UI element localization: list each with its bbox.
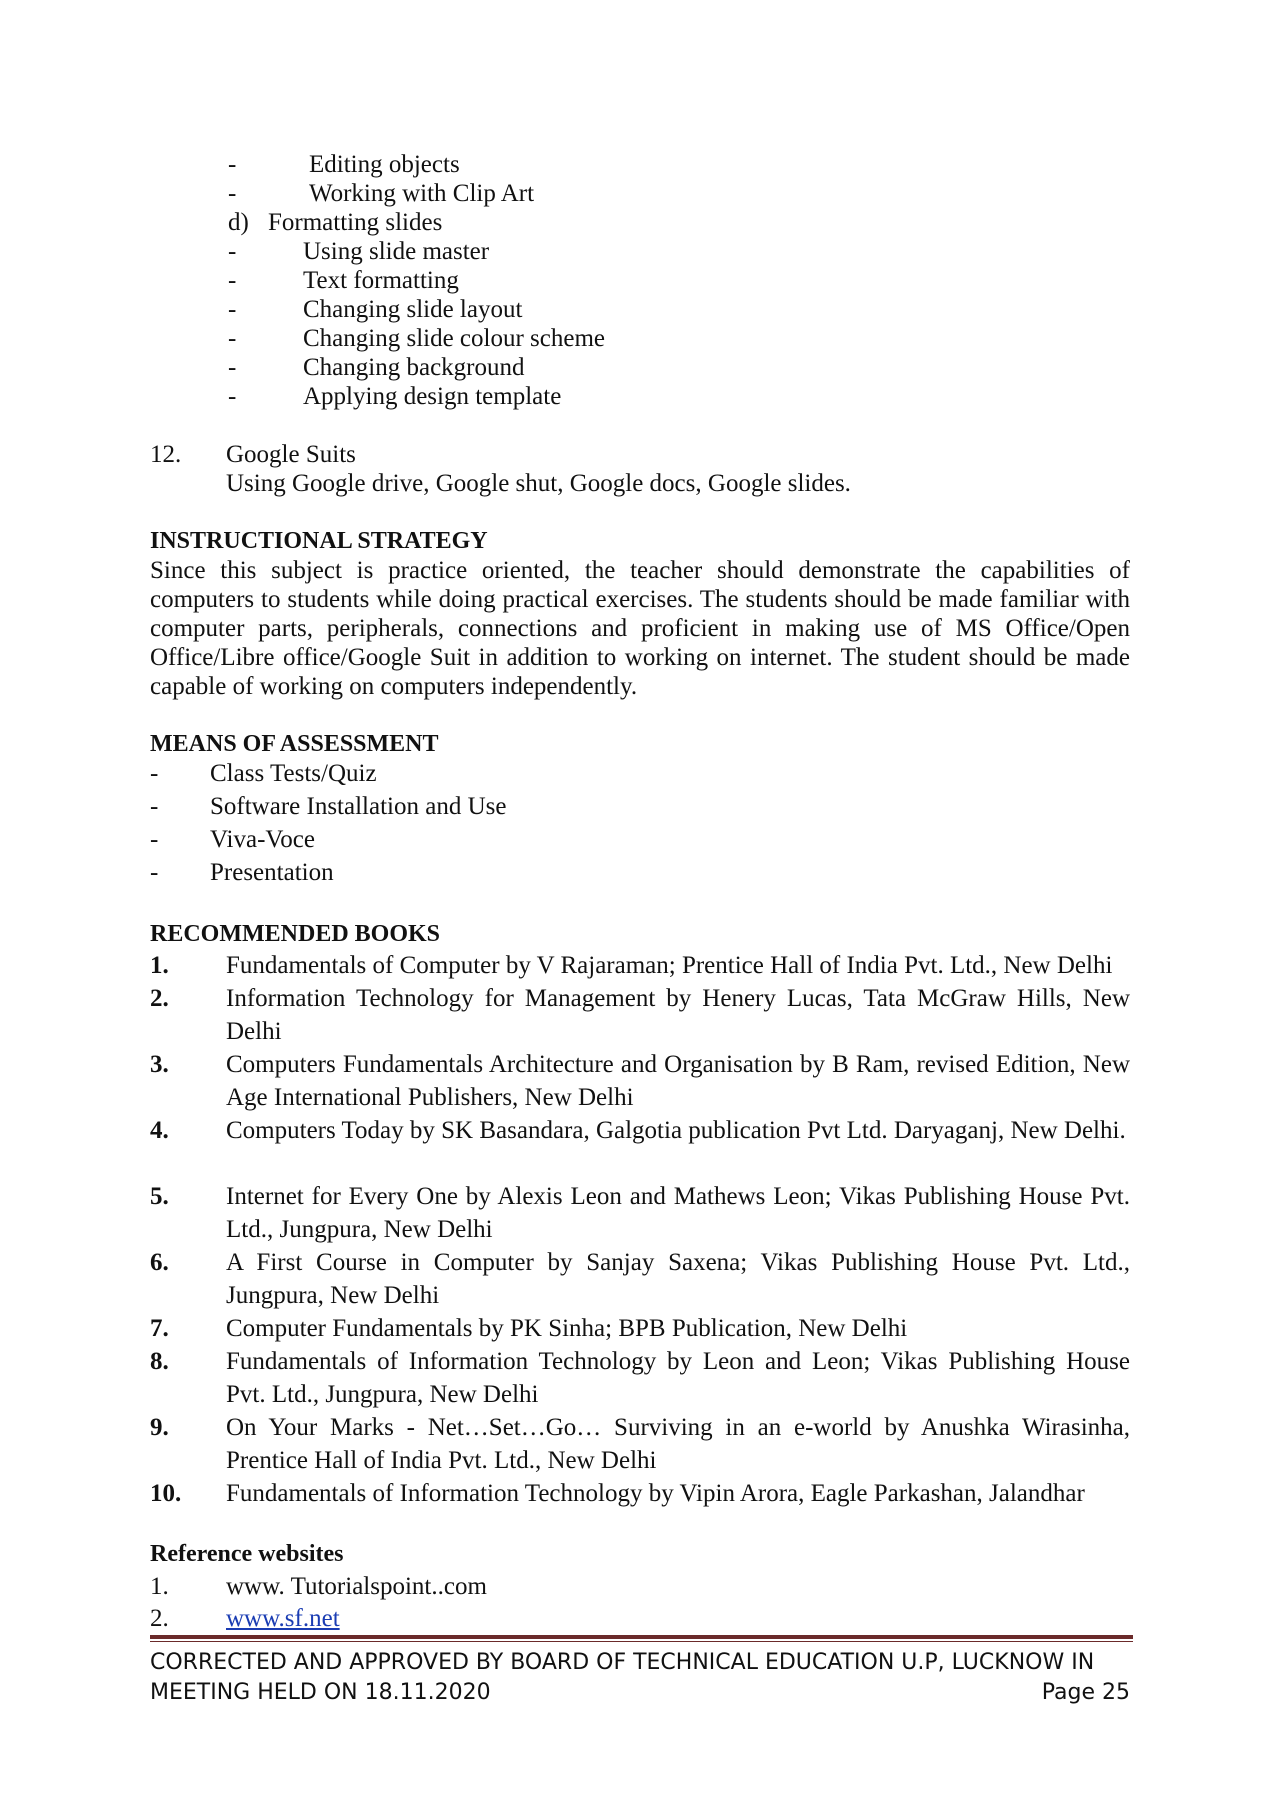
book-number: 5. [150, 1183, 169, 1210]
list-item: Software Installation and Use [210, 793, 507, 820]
book-text: Computers Fundamentals Architecture and Organisation by B Ram, revised Edition, New Age International Publishers, New Delhi [226, 1051, 1130, 1111]
section-number: 12. [150, 441, 182, 468]
list-marker: - [228, 325, 237, 352]
book-number: 2. [150, 985, 169, 1012]
website-number: 2. [150, 1605, 169, 1632]
list-item: Changing slide colour scheme [303, 325, 606, 352]
website-number: 1. [150, 1573, 169, 1600]
list-item: Working with Clip Art [309, 180, 535, 207]
list-marker: - [150, 760, 159, 787]
heading-means-of-assessment: MEANS OF ASSESSMENT [150, 731, 439, 757]
list-marker: - [228, 151, 237, 178]
list-marker: - [228, 180, 237, 207]
book-number: 3. [150, 1051, 169, 1078]
list-marker: - [228, 267, 237, 294]
list-item: Using slide master [303, 238, 490, 265]
list-marker: - [228, 383, 237, 410]
book-text: Fundamentals of Information Technology by Vipin Arora, Eagle Parkashan, Jalandhar [226, 1480, 1085, 1507]
section-title: Google Suits [226, 441, 356, 468]
list-item: Applying design template [303, 383, 562, 410]
list-marker: - [150, 793, 159, 820]
book-number: 4. [150, 1117, 169, 1144]
list-marker: - [228, 354, 237, 381]
list-marker: - [150, 859, 159, 886]
list-item: Viva-Voce [210, 826, 315, 853]
heading-instructional-strategy: INSTRUCTIONAL STRATEGY [150, 528, 488, 554]
page-number: Page 25 [1041, 1680, 1130, 1705]
book-text: Computer Fundamentals by PK Sinha; BPB Publication, New Delhi [226, 1315, 908, 1342]
list-item: Changing background [303, 354, 525, 381]
website-text: www. Tutorialspoint..com [226, 1573, 487, 1600]
section-body: Using Google drive, Google shut, Google docs, Google slides. [226, 470, 851, 497]
list-item: Presentation [210, 859, 334, 886]
list-marker: - [150, 826, 159, 853]
website-link[interactable]: www.sf.net [226, 1605, 340, 1632]
book-text: Internet for Every One by Alexis Leon and Mathews Leon; Vikas Publishing House Pvt. Ltd., Jungpura, New Delhi [226, 1183, 1130, 1243]
list-item: Editing objects [309, 151, 460, 178]
book-number: 7. [150, 1315, 169, 1342]
book-number: 10. [150, 1480, 182, 1507]
book-number: 8. [150, 1348, 169, 1375]
heading-reference-websites: Reference websites [150, 1541, 344, 1567]
book-number: 6. [150, 1249, 169, 1276]
book-text: A First Course in Computer by Sanjay Saxena; Vikas Publishing House Pvt. Ltd., Jungpura, New Delhi [226, 1249, 1130, 1309]
footer-rule-thin [150, 1641, 1133, 1642]
heading-recommended-books: RECOMMENDED BOOKS [150, 921, 441, 947]
footer-line-2: MEETING HELD ON 18.11.2020 [150, 1680, 491, 1705]
subsection-title: Formatting slides [268, 209, 443, 236]
list-item: Changing slide layout [303, 296, 523, 323]
list-item: Text formatting [303, 267, 459, 294]
book-number: 1. [150, 952, 169, 979]
instructional-strategy-text: Since this subject is practice oriented, the teacher should demonstrate the capabilities of computers to students while doing practical exercises. The students should be made familiar with computer parts, peripherals, connections and proficient in making use of MS Office/Open Office/Libre office/Google Suit in addition to working on internet. The student should be made capable of working on computers independently. [150, 557, 1130, 700]
book-number: 9. [150, 1414, 169, 1441]
book-text: Computers Today by SK Basandara, Galgotia publication Pvt Ltd. Daryaganj, New Delhi. [226, 1117, 1126, 1144]
list-marker: - [228, 238, 237, 265]
footer-rule [150, 1635, 1133, 1639]
list-marker: - [228, 296, 237, 323]
footer-line-1: CORRECTED AND APPROVED BY BOARD OF TECHNICAL EDUCATION U.P, LUCKNOW IN [150, 1650, 1095, 1675]
subsection-marker: d) [228, 209, 249, 236]
book-text: Fundamentals of Computer by V Rajaraman; Prentice Hall of India Pvt. Ltd., New Delhi [226, 952, 1113, 979]
book-text: On Your Marks - Net…Set…Go… Surviving in an e-world by Anushka Wirasinha, Prentice Hall of India Pvt. Ltd., New Delhi [226, 1414, 1130, 1474]
book-text: Information Technology for Management by Henery Lucas, Tata McGraw Hills, New Delhi [226, 985, 1130, 1045]
book-text: Fundamentals of Information Technology by Leon and Leon; Vikas Publishing House Pvt. Ltd., Jungpura, New Delhi [226, 1348, 1130, 1408]
list-item: Class Tests/Quiz [210, 760, 377, 787]
